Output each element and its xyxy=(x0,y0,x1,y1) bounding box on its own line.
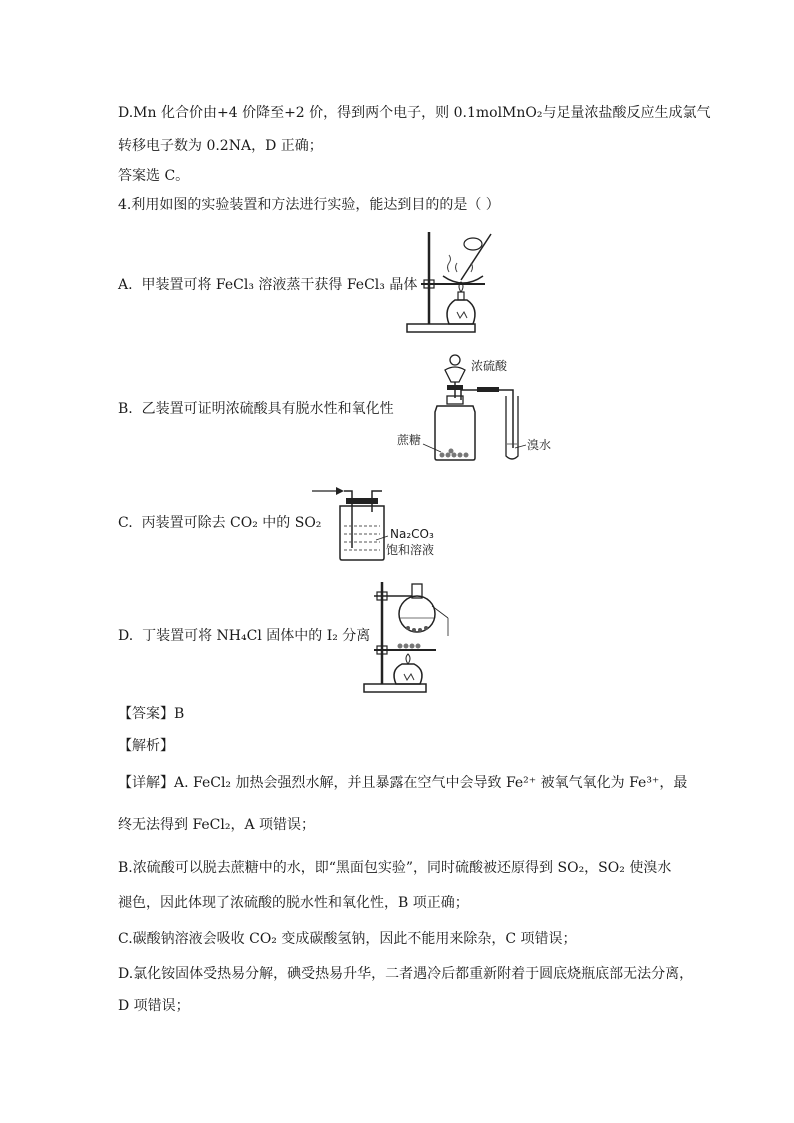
question-stem: 4.利用如图的实验装置和方法进行实验，能达到目的的是（ ） xyxy=(118,197,500,213)
analysis-line: 终无法得到 FeCl₂，A 项错误； xyxy=(118,817,316,833)
text-line: 转移电子数为 0.2NA，D 正确； xyxy=(118,138,323,154)
bromine-label: 溴水 xyxy=(527,438,552,452)
apparatus-a-figure xyxy=(405,228,515,338)
option-text: 丙装置可除去 CO₂ 中的 SO₂ xyxy=(141,515,322,531)
acid-label: 浓硫酸 xyxy=(471,359,508,373)
analysis-line: 【详解】A. FeCl₂ 加热会强烈水解，并且暴露在空气中会导致 Fe²⁺ 被氧气氧化为 Fe³⁺，最 xyxy=(118,775,688,791)
analysis-line: 褪色，因此体现了浓硫酸的脱水性和氧化性，B 项正确； xyxy=(118,895,469,911)
text-line: D.Mn 化合价由+4 价降至+2 价，得到两个电子，则 0.1molMnO₂与足量浓盐酸反应生成氯气 xyxy=(118,105,711,121)
option-text: 乙装置可证明浓硫酸具有脱水性和氧化性 xyxy=(141,401,394,417)
option-label: C. xyxy=(118,515,133,531)
option-c xyxy=(118,513,321,533)
apparatus-c-figure xyxy=(310,482,450,564)
apparatus-b-figure xyxy=(395,352,570,462)
text-line: 答案选 C。 xyxy=(118,168,190,184)
option-label: D. xyxy=(118,628,134,644)
analysis-line: D 项错误； xyxy=(118,998,190,1014)
option-text: 甲装置可将 FeCl₃ 溶液蒸干获得 FeCl₃ 晶体 xyxy=(141,277,418,293)
option-text: 丁装置可将 NH₄Cl 固体中的 I₂ 分离 xyxy=(142,628,371,644)
analysis-heading: 【解析】 xyxy=(118,738,174,754)
apparatus-d-figure xyxy=(362,578,452,696)
option-b xyxy=(118,399,394,419)
option-a xyxy=(118,275,417,295)
answer-line: 【答案】B xyxy=(118,706,185,722)
analysis-line: D.氯化铵固体受热易分解，碘受热易升华，二者遇冷后都重新附着于圆底烧瓶底部无法分离， xyxy=(118,966,694,982)
option-label: B. xyxy=(118,401,133,417)
option-label: A. xyxy=(118,277,133,293)
salt-label: Na₂CO₃ xyxy=(390,527,434,541)
analysis-line: B.浓硫酸可以脱去蔗糖中的水，即“黑面包实验”，同时硫酸被还原得到 SO₂，SO₂ 使溴水 xyxy=(118,860,672,876)
option-d xyxy=(118,626,370,646)
solution-label: 饱和溶液 xyxy=(386,543,435,557)
analysis-line: C.碳酸钠溶液会吸收 CO₂ 变成碳酸氢钠，因此不能用来除杂，C 项错误； xyxy=(118,931,577,947)
sugar-label: 蔗糖 xyxy=(397,433,422,447)
